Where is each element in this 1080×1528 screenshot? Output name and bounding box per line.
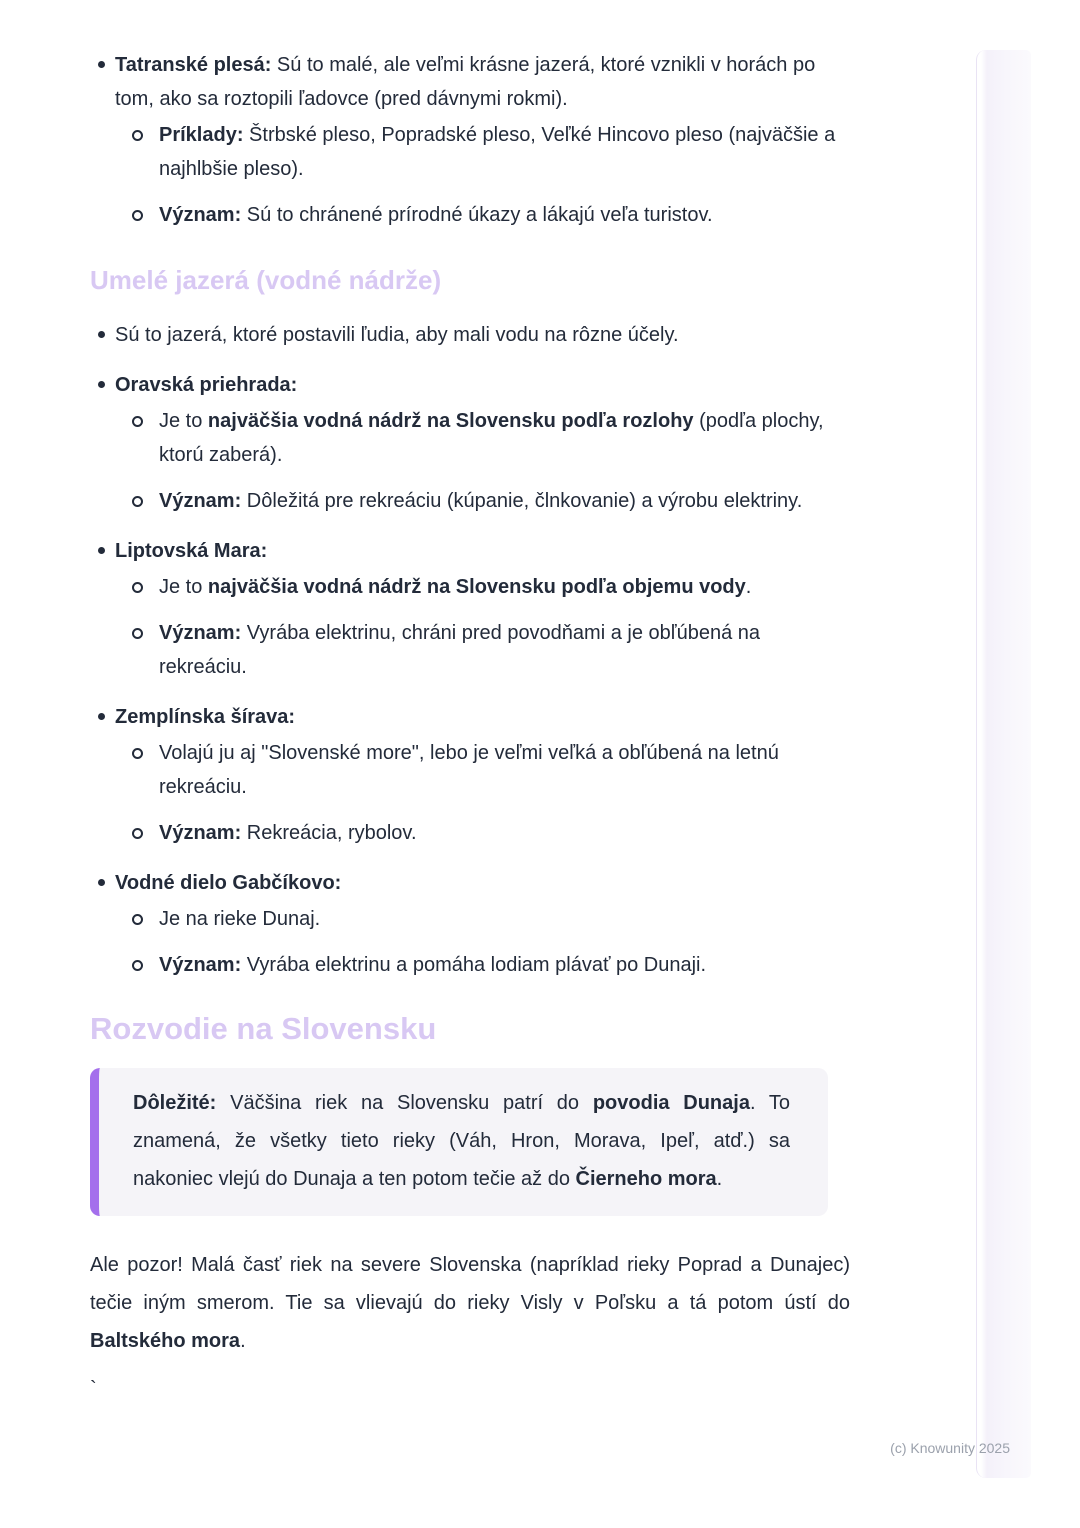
sub-bullet-text xyxy=(159,622,760,678)
sub-bullet-item xyxy=(90,570,852,604)
sub-bullet-item xyxy=(90,198,852,232)
bullet-circle-icon xyxy=(132,130,143,141)
sub-bullet-item xyxy=(90,736,852,804)
bullet-disc-icon xyxy=(98,331,105,338)
text-segment: Príklady: xyxy=(159,124,244,146)
text-segment: Čierneho mora xyxy=(575,1168,717,1190)
bullet-item xyxy=(90,700,845,734)
bullet-disc-icon xyxy=(98,547,105,554)
bullet-disc-icon xyxy=(98,713,105,720)
text-segment: . xyxy=(716,1168,723,1190)
bullet-circle-icon xyxy=(132,748,143,759)
text-segment: Rekreácia, rybolov. xyxy=(241,822,417,844)
text-segment: Dôležité: xyxy=(133,1092,217,1114)
bullet-item xyxy=(90,48,845,116)
sub-bullet-item xyxy=(90,816,852,850)
text-segment: Význam: xyxy=(159,204,242,226)
text-segment: Vyrába elektrinu, chráni pred povodňami a je obľúbená na rekreáciu. xyxy=(159,622,761,678)
sub-bullet-item xyxy=(90,616,852,684)
bullet-circle-icon xyxy=(132,210,143,221)
bullet-circle-icon xyxy=(132,828,143,839)
sub-bullet-text xyxy=(159,576,751,598)
sub-bullet-item xyxy=(90,404,852,472)
text-segment: . To znamená, že všetky tieto rieky (Váh, Hron, Morava, Ipeľ, atď.) sa nakoniec vlejú do Dunaja a ten potom tečie až do xyxy=(133,1092,791,1190)
sub-bullet-text xyxy=(159,742,779,798)
text-segment: najväčšia vodná nádrž na Slovensku podľa objemu vody xyxy=(207,576,746,598)
bullet-text xyxy=(115,374,297,396)
text-segment: Vyrába elektrinu a pomáha lodiam plávať po Dunaji. xyxy=(241,954,707,976)
bullet-disc-icon xyxy=(98,61,105,68)
text-segment: Význam: xyxy=(159,822,242,844)
sub-bullet-item xyxy=(90,902,852,936)
sub-bullet-item xyxy=(90,948,852,982)
copyright-footer: (c) Knowunity 2025 xyxy=(890,1440,1010,1456)
sub-bullet-text xyxy=(159,410,824,466)
bullet-circle-icon xyxy=(132,496,143,507)
text-segment: Tatranské plesá: xyxy=(115,54,272,76)
bullet-text xyxy=(115,324,679,346)
text-segment: Je to xyxy=(159,576,208,598)
bullet-disc-icon xyxy=(98,879,105,886)
bullet-circle-icon xyxy=(132,582,143,593)
text-segment: (podľa plochy, ktorú zaberá). xyxy=(159,410,824,466)
text-segment: Význam: xyxy=(159,954,242,976)
sub-bullet-text xyxy=(159,204,713,226)
text-segment: Zemplínska šírava: xyxy=(115,706,296,728)
bullet-item xyxy=(90,318,845,352)
text-segment: . xyxy=(240,1330,246,1352)
bullet-circle-icon xyxy=(132,416,143,427)
section-heading: Rozvodie na Slovensku xyxy=(90,1011,437,1046)
text-segment: Ale pozor! Malá časť riek na severe Slovenska (napríklad rieky Poprad a Dunajec) tečie iným smerom. Tie sa vlievajú do rieky Visly v Poľsku a tá potom ústí do xyxy=(90,1254,850,1314)
text-segment: Význam: xyxy=(159,490,242,512)
bullet-text xyxy=(115,54,815,110)
sub-bullet-text xyxy=(159,954,706,976)
text-segment: Sú to chránené prírodné úkazy a lákajú veľa turistov. xyxy=(241,204,713,226)
text-segment: Štrbské pleso, Popradské pleso, Veľké Hincovo pleso (najväčšie a najhlbšie pleso). xyxy=(159,124,836,180)
text-segment: Je to xyxy=(159,410,208,432)
document-body xyxy=(90,48,852,1406)
bullet-item xyxy=(90,534,845,568)
sub-bullet-item xyxy=(90,484,852,518)
text-segment: povodia Dunaja xyxy=(592,1092,750,1114)
important-callout xyxy=(90,1068,828,1216)
page-edge-decoration xyxy=(976,50,1031,1478)
sub-bullet-text xyxy=(159,908,320,930)
text-segment: Sú to jazerá, ktoré postavili ľudia, aby mali vodu na rôzne účely. xyxy=(115,324,679,346)
bullet-disc-icon xyxy=(98,381,105,388)
text-segment: Je na rieke Dunaj. xyxy=(159,908,321,930)
sub-bullet-item xyxy=(90,118,852,186)
text-segment: najväčšia vodná nádrž na Slovensku podľa rozlohy xyxy=(207,410,694,432)
text-segment: Vodné dielo Gabčíkovo: xyxy=(115,872,342,894)
text-segment: Volajú ju aj "Slovenské more", lebo je veľmi veľká a obľúbená na letnú rekreáciu. xyxy=(159,742,779,798)
text-segment: Oravská priehrada: xyxy=(115,374,298,396)
stray-character: ` xyxy=(90,1378,97,1400)
bullet-circle-icon xyxy=(132,960,143,971)
text-segment: Väčšina riek na Slovensku patrí do xyxy=(216,1092,593,1114)
text-segment: Význam: xyxy=(159,622,242,644)
text-segment: Dôležitá pre rekreáciu (kúpanie, člnkovanie) a výrobu elektriny. xyxy=(241,490,803,512)
sub-bullet-text xyxy=(159,490,802,512)
text-segment: Liptovská Mara: xyxy=(115,540,268,562)
bullet-text xyxy=(115,872,341,894)
text-segment: Baltského mora xyxy=(90,1330,241,1352)
sub-bullet-text xyxy=(159,822,417,844)
section-heading: Umelé jazerá (vodné nádrže) xyxy=(90,265,442,295)
text-segment: . xyxy=(745,576,752,598)
sub-bullet-text xyxy=(159,124,835,180)
text-segment: Sú to malé, ale veľmi krásne jazerá, ktoré vznikli v horách po tom, ako sa roztopili ľadovce (pred dávnymi rokmi). xyxy=(115,54,816,110)
bullet-text xyxy=(115,706,295,728)
body-paragraph xyxy=(90,1246,850,1360)
bullet-circle-icon xyxy=(132,628,143,639)
bullet-circle-icon xyxy=(132,914,143,925)
bullet-text xyxy=(115,540,267,562)
bullet-item xyxy=(90,866,845,900)
bullet-item xyxy=(90,368,845,402)
